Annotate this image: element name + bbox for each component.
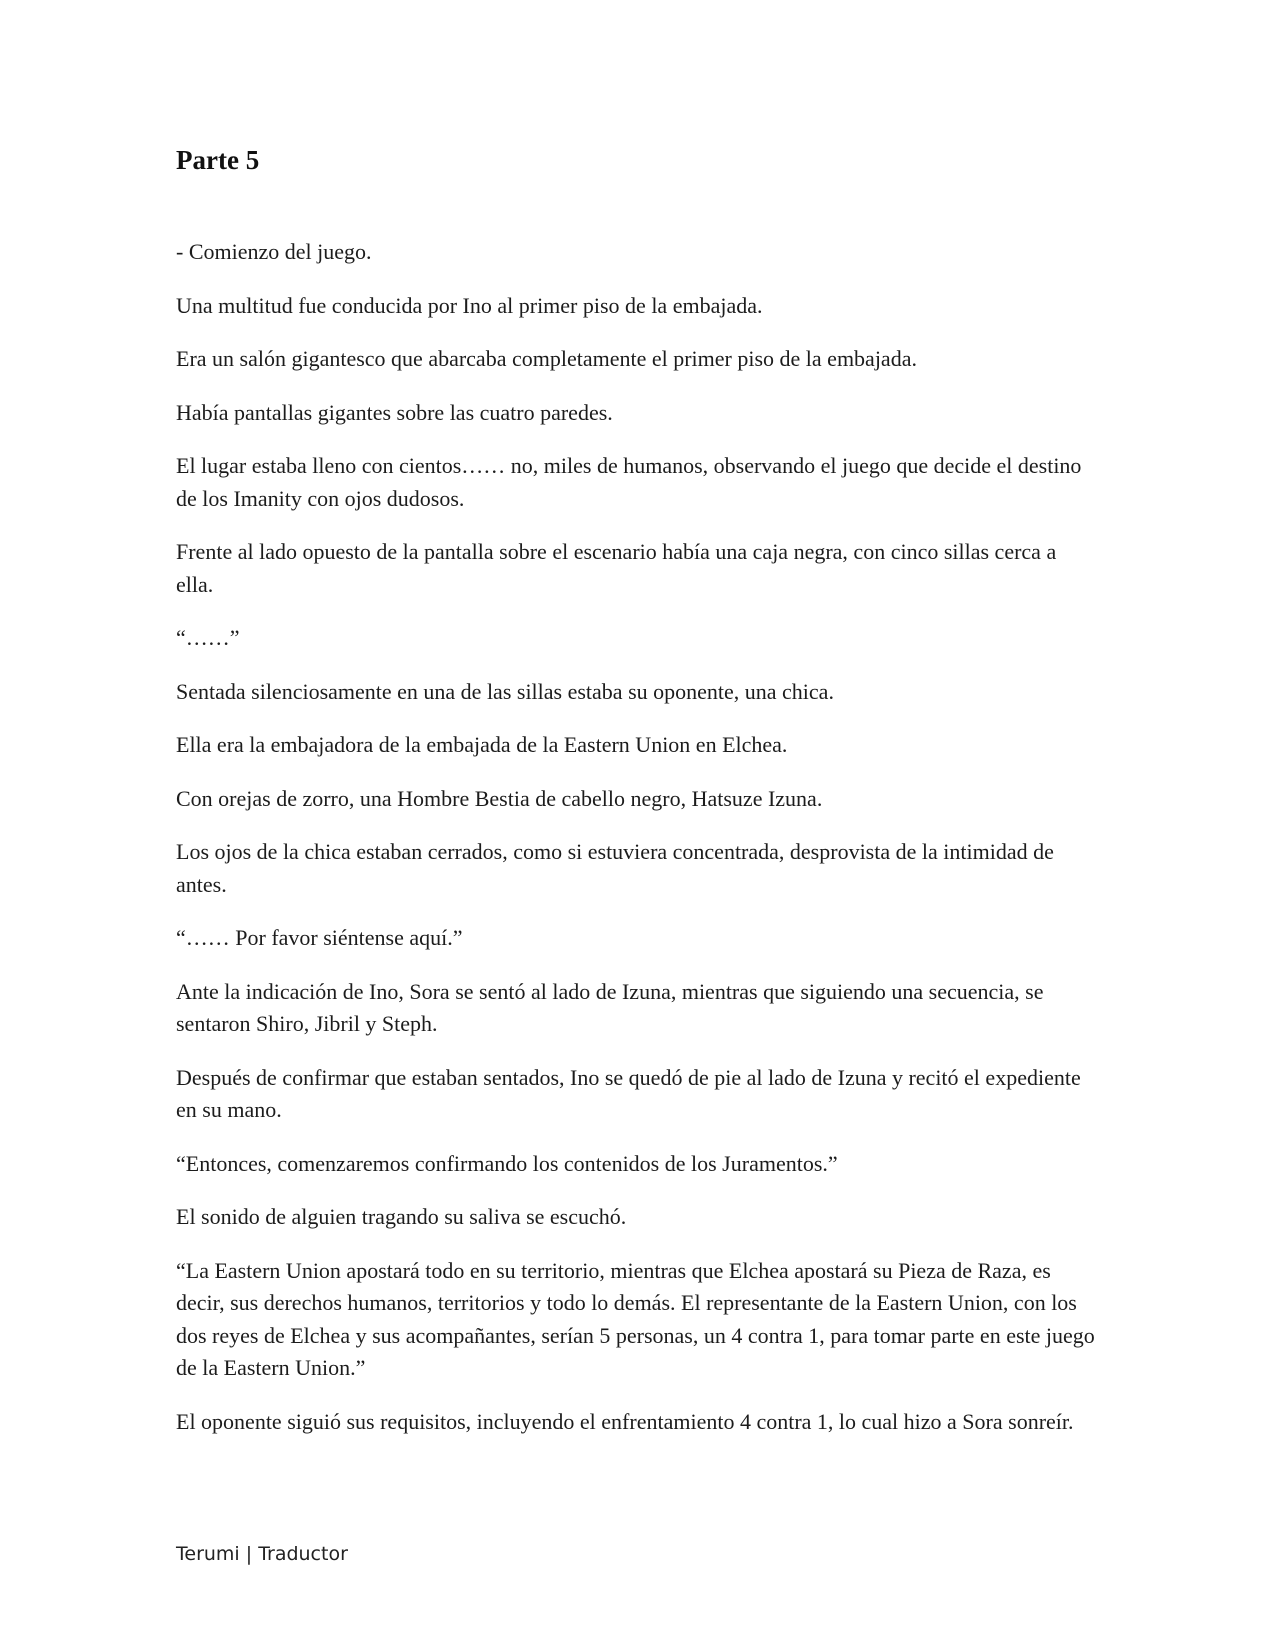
paragraph: Los ojos de la chica estaban cerrados, como si estuviera concentrada, desprovista de la intimidad de antes.: [176, 839, 1054, 897]
paragraph: Después de confirmar que estaban sentados, Ino se quedó de pie al lado de Izuna y recitó el expediente en su mano.: [176, 1064, 1081, 1122]
paragraph: - Comienzo del juego.: [176, 239, 372, 264]
paragraph: Frente al lado opuesto de la pantalla sobre el escenario había una caja negra, con cinco sillas cerca a ella.: [176, 539, 1057, 597]
chapter-heading: Parte 5: [176, 145, 260, 175]
paragraph: “…… Por favor siéntense aquí.”: [176, 925, 463, 950]
paragraph: El lugar estaba lleno con cientos…… no, miles de humanos, observando el juego que decide el destino de los Imanity con ojos dudosos.: [176, 453, 1082, 511]
paragraph: Había pantallas gigantes sobre las cuatro paredes.: [176, 399, 613, 425]
paragraph: Una multitud fue conducida por Ino al primer piso de la embajada.: [176, 292, 763, 318]
paragraph: Ella era la embajadora de la embajada de la Eastern Union en Elchea.: [176, 732, 788, 757]
paragraph: Sentada silenciosamente en una de las sillas estaba su oponente, una chica.: [176, 678, 834, 704]
chapter-body: [176, 236, 1096, 1459]
paragraph: Con orejas de zorro, una Hombre Bestia de cabello negro, Hatsuze Izuna.: [176, 785, 823, 811]
page-footer: Terumi | Traductor: [176, 1543, 348, 1565]
paragraph: Era un salón gigantesco que abarcaba completamente el primer piso de la embajada.: [176, 346, 917, 371]
paragraph: “Entonces, comenzaremos confirmando los contenidos de los Juramentos.”: [176, 1150, 838, 1176]
paragraph: “……”: [176, 625, 240, 650]
paragraph: El sonido de alguien tragando su saliva se escuchó.: [176, 1204, 627, 1229]
paragraph: Ante la indicación de Ino, Sora se sentó al lado de Izuna, mientras que siguiendo una secuencia, se sentaron Shiro, Jibril y Steph.: [176, 978, 1044, 1036]
paragraph: El oponente siguió sus requisitos, incluyendo el enfrentamiento 4 contra 1, lo cual hizo a Sora sonreír.: [176, 1408, 1074, 1434]
paragraph: “La Eastern Union apostará todo en su territorio, mientras que Elchea apostará su Pieza de Raza, es decir, sus derechos humanos, territorios y todo lo demás. El representante de la Eastern Union, con los dos reyes de Elchea y sus acompañantes, serían 5 personas, un 4 contra 1, para tomar parte en este juego de la Eastern Union.”: [176, 1257, 1095, 1380]
